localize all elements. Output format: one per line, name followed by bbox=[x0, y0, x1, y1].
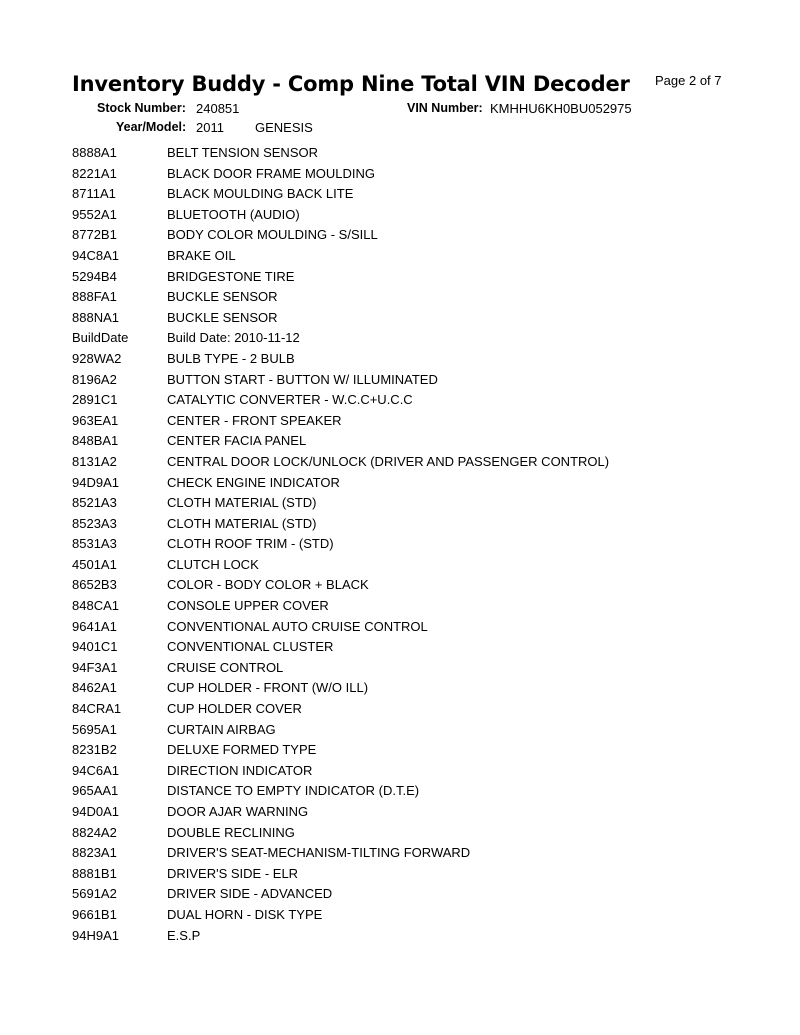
option-code: 9641A1 bbox=[72, 618, 117, 634]
option-code: 9401C1 bbox=[72, 639, 118, 655]
list-item bbox=[72, 843, 609, 864]
option-description: BLACK MOULDING BACK LITE bbox=[167, 186, 354, 202]
page-number: Page 2 of 7 bbox=[655, 73, 722, 88]
list-item bbox=[72, 534, 609, 555]
option-code: 5695A1 bbox=[72, 721, 117, 737]
option-description: DOUBLE RECLINING bbox=[167, 824, 295, 840]
option-code: 9661B1 bbox=[72, 906, 117, 922]
list-item bbox=[72, 452, 609, 473]
option-description: CURTAIN AIRBAG bbox=[167, 721, 276, 737]
option-description: COLOR - BODY COLOR + BLACK bbox=[167, 577, 369, 593]
year-value: 2011 bbox=[196, 120, 224, 135]
option-code: 888FA1 bbox=[72, 289, 117, 305]
option-code: 94C8A1 bbox=[72, 247, 119, 263]
year-model-label: Year/Model: bbox=[116, 120, 187, 134]
list-item bbox=[72, 205, 609, 226]
option-code: 5294B4 bbox=[72, 268, 117, 284]
option-description: Build Date: 2010-11-12 bbox=[167, 330, 300, 346]
option-description: CUP HOLDER - FRONT (W/O ILL) bbox=[167, 680, 369, 696]
option-description: BODY COLOR MOULDING - S/SILL bbox=[167, 227, 378, 243]
list-item bbox=[72, 637, 609, 658]
model-value: GENESIS bbox=[255, 120, 313, 135]
option-description: DUAL HORN - DISK TYPE bbox=[167, 906, 323, 922]
list-item bbox=[72, 555, 609, 576]
option-code: 8881B1 bbox=[72, 865, 117, 881]
option-description: CONSOLE UPPER COVER bbox=[167, 598, 329, 614]
option-code: 94D9A1 bbox=[72, 474, 119, 490]
option-description: CENTER - FRONT SPEAKER bbox=[167, 412, 342, 428]
list-item bbox=[72, 328, 609, 349]
option-code: 8462A1 bbox=[72, 680, 117, 696]
list-item bbox=[72, 781, 609, 802]
option-description: BUCKLE SENSOR bbox=[167, 309, 278, 325]
option-code: BuildDate bbox=[72, 330, 129, 346]
option-description: CLOTH MATERIAL (STD) bbox=[167, 495, 317, 511]
list-item bbox=[72, 823, 609, 844]
list-item bbox=[72, 884, 609, 905]
option-code: 928WA2 bbox=[72, 350, 122, 366]
option-description: CONVENTIONAL CLUSTER bbox=[167, 639, 334, 655]
list-item bbox=[72, 308, 609, 329]
list-item bbox=[72, 287, 609, 308]
list-item bbox=[72, 699, 609, 720]
option-description: DRIVER SIDE - ADVANCED bbox=[167, 886, 333, 902]
option-code-list bbox=[72, 143, 609, 946]
vin-number-value: KMHHU6KH0BU052975 bbox=[490, 101, 632, 116]
option-code: 2891C1 bbox=[72, 392, 118, 408]
option-code: 848BA1 bbox=[72, 433, 119, 449]
option-description: CUP HOLDER COVER bbox=[167, 701, 302, 717]
list-item bbox=[72, 596, 609, 617]
option-description: DRIVER'S SEAT-MECHANISM-TILTING FORWARD bbox=[167, 845, 471, 861]
list-item bbox=[72, 246, 609, 267]
list-item bbox=[72, 617, 609, 638]
option-code: 94F3A1 bbox=[72, 659, 118, 675]
list-item bbox=[72, 678, 609, 699]
option-description: CENTRAL DOOR LOCK/UNLOCK (DRIVER AND PASSENGER CONTROL) bbox=[167, 453, 610, 469]
list-item bbox=[72, 267, 609, 288]
option-description: CRUISE CONTROL bbox=[167, 659, 284, 675]
option-code: 8824A2 bbox=[72, 824, 117, 840]
option-description: DRIVER'S SIDE - ELR bbox=[167, 865, 299, 881]
option-description: BRIDGESTONE TIRE bbox=[167, 268, 295, 284]
option-description: CHECK ENGINE INDICATOR bbox=[167, 474, 340, 490]
list-item bbox=[72, 575, 609, 596]
option-description: BUCKLE SENSOR bbox=[167, 289, 278, 305]
list-item bbox=[72, 143, 609, 164]
option-code: 8523A3 bbox=[72, 515, 117, 531]
list-item bbox=[72, 431, 609, 452]
list-item bbox=[72, 905, 609, 926]
option-description: DIRECTION INDICATOR bbox=[167, 762, 313, 778]
list-item bbox=[72, 370, 609, 391]
option-description: CATALYTIC CONVERTER - W.C.C+U.C.C bbox=[167, 392, 413, 408]
option-description: CLOTH MATERIAL (STD) bbox=[167, 515, 317, 531]
list-item bbox=[72, 473, 609, 494]
option-code: 84CRA1 bbox=[72, 701, 122, 717]
option-code: 94C6A1 bbox=[72, 762, 119, 778]
list-item bbox=[72, 164, 609, 185]
option-description: CONVENTIONAL AUTO CRUISE CONTROL bbox=[167, 618, 428, 634]
option-code: 94H9A1 bbox=[72, 927, 119, 943]
list-item bbox=[72, 514, 609, 535]
list-item bbox=[72, 184, 609, 205]
option-code: 848CA1 bbox=[72, 598, 119, 614]
option-code: 888NA1 bbox=[72, 309, 119, 325]
option-code: 8888A1 bbox=[72, 145, 117, 160]
list-item bbox=[72, 658, 609, 679]
option-code: 94D0A1 bbox=[72, 804, 119, 819]
option-description: DELUXE FORMED TYPE bbox=[167, 742, 317, 758]
option-code: 8131A2 bbox=[72, 453, 117, 469]
option-description: BLUETOOTH (AUDIO) bbox=[167, 206, 300, 222]
list-item bbox=[72, 926, 609, 947]
page-title: Inventory Buddy - Comp Nine Total VIN Decoder bbox=[72, 72, 630, 96]
list-item bbox=[72, 493, 609, 514]
option-code: 8221A1 bbox=[72, 165, 117, 181]
option-code: 8531A3 bbox=[72, 536, 117, 552]
option-description: BULB TYPE - 2 BULB bbox=[167, 350, 295, 366]
option-code: 4501A1 bbox=[72, 556, 117, 572]
option-description: BELT TENSION SENSOR bbox=[167, 145, 318, 160]
list-item bbox=[72, 761, 609, 782]
list-item bbox=[72, 349, 609, 370]
stock-number-value: 240851 bbox=[196, 101, 240, 116]
option-code: 963EA1 bbox=[72, 412, 119, 428]
option-code: 8711A1 bbox=[72, 186, 116, 202]
option-description: BUTTON START - BUTTON W/ ILLUMINATED bbox=[167, 371, 438, 387]
option-code: 8196A2 bbox=[72, 371, 117, 387]
option-description: CLOTH ROOF TRIM - (STD) bbox=[167, 536, 334, 552]
vin-number-label: VIN Number: bbox=[407, 101, 483, 115]
option-code: 8823A1 bbox=[72, 845, 117, 861]
option-description: DISTANCE TO EMPTY INDICATOR (D.T.E) bbox=[167, 783, 420, 799]
option-code: 8772B1 bbox=[72, 227, 117, 243]
option-description: BLACK DOOR FRAME MOULDING bbox=[167, 165, 376, 181]
option-description: E.S.P bbox=[167, 927, 201, 943]
option-description: BRAKE OIL bbox=[167, 247, 236, 263]
option-code: 965AA1 bbox=[72, 783, 119, 799]
list-item bbox=[72, 720, 609, 741]
option-description: CLUTCH LOCK bbox=[167, 556, 259, 572]
stock-number-label: Stock Number: bbox=[97, 101, 186, 115]
list-item bbox=[72, 225, 609, 246]
option-description: CENTER FACIA PANEL bbox=[167, 433, 307, 449]
option-code: 8231B2 bbox=[72, 742, 117, 758]
list-item bbox=[72, 864, 609, 885]
option-code: 9552A1 bbox=[72, 206, 117, 222]
list-item bbox=[72, 802, 609, 823]
option-code: 8652B3 bbox=[72, 577, 117, 593]
list-item bbox=[72, 740, 609, 761]
list-item bbox=[72, 390, 609, 411]
option-code: 8521A3 bbox=[72, 495, 117, 511]
option-code: 5691A2 bbox=[72, 886, 117, 902]
option-description: DOOR AJAR WARNING bbox=[167, 804, 309, 819]
list-item bbox=[72, 411, 609, 432]
